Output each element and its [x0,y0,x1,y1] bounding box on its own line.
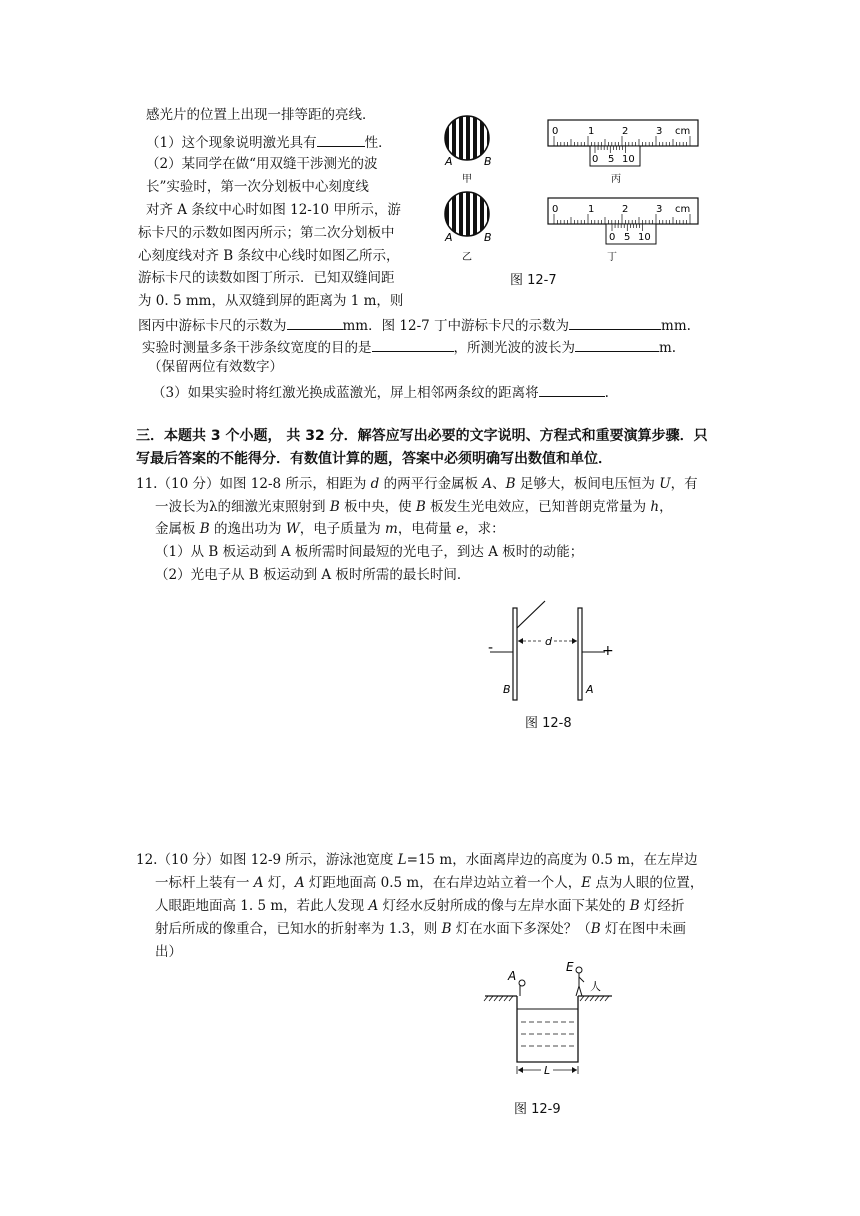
label-plate-b: B [503,683,511,696]
p11-score: （10 分） [157,476,220,492]
person-icon [576,967,584,996]
water-lines [521,1022,575,1046]
p10-line-7: 心刻度线对齐 B 条纹中心线时如图乙所示， [138,248,400,264]
bing-vernier-5: 5 [608,154,615,165]
label-a-yi: A [445,231,453,244]
label-bing: 丙 [611,174,621,185]
p12-line-1: 12.（10 分）如图 12-9 所示，游泳池宽度 L=15 m，水面离岸边的高度为 0.5 m，在左岸边 [136,852,698,868]
p10-mm-unit: mm. [661,318,691,334]
p10-m-unit: m. [659,340,677,356]
label-lamp-a: A [508,969,517,983]
p11-line-1: 11.（10 分）如图 12-8 所示，相距为 d 的两平行金属板 A、B 足够大，板间电压恒为 U，有 [136,476,698,492]
p10-line-9: 为 0. 5 mm，从双缝到屏的距离为 1 m，则 [138,293,404,309]
p10-q1-text: （1）这个现象说明激光具有 [146,135,317,151]
figure-12-7-caption: 图 12-7 [510,273,557,288]
label-person: 人 [590,980,601,993]
p10-line-6: 标卡尺的示数如图丙所示；第二次分划板中 [138,225,395,241]
p10-line-12: （保留两位有效数字） [148,359,283,375]
plus-sign: + [602,643,614,659]
p11-line-3: 金属板 B 的逸出功为 W，电子质量为 m，电荷量 e，求： [155,521,505,537]
p10-line-8: 游标卡尺的读数如图丁所示．已知双缝间距 [138,270,395,286]
p10-line-5: 对齐 A 条纹中心时如图 12-10 甲所示，游 [146,202,401,218]
figure-12-8-caption: 图 12-8 [525,716,572,731]
p10-line-3: （2）某同学在做“用双缝干涉测光的波 [146,156,378,172]
ding-tick-0: 0 [552,204,559,215]
p11-q2: （2）光电子从 B 板运动到 A 板时所需的最长时间． [155,567,471,583]
label-a-jia: A [445,155,453,168]
p10-line-1: 感光片的位置上出现一排等距的亮线． [146,107,376,123]
label-b-yi: B [484,231,492,244]
label-yi: 乙 [462,252,472,263]
p12-line-4: 射后所成的像重合，已知水的折射率为 1.3，则 B 灯在水面下多深处？（B 灯在图中未画 [155,921,686,937]
label-eye-e: E [566,960,574,974]
section-3-heading-line-1: 三．本题共 3 个小题， 共 32 分．解答应写出必要的文字说明、方程式和重要演算步骤．只 [136,428,708,444]
p12-line-3: 人眼距地面高 1. 5 m，若此人发现 A 灯经水反射所成的像与左岸水面下某处的 B 灯经折 [155,898,685,914]
bing-tick-1: 1 [588,126,595,137]
p11-number: 11. [136,476,158,492]
bing-tick-2: 2 [622,126,629,137]
lamp-a-icon [519,980,525,986]
label-b-jia: B [484,155,492,168]
p10-q3-tail: . [604,385,609,401]
p12-number: 12. [136,852,158,868]
section-3-heading-line-2: 写最后答案的不能得分．有数值计算的题，答案中必须明确写出数值和单位． [136,451,612,467]
ding-tick-2: 2 [622,204,629,215]
ding-vernier-10: 10 [638,232,651,243]
p10-line-4: 长”实验时，第一次分划板中心刻度线 [146,179,369,195]
bing-unit: cm [675,126,691,137]
p10-wavelength-text: ，所测光波的波长为 [453,340,575,356]
p12-score: （10 分） [157,852,220,868]
bing-vernier-0: 0 [592,154,599,165]
bing-vernier-10: 10 [622,154,635,165]
label-plate-a: A [586,683,594,696]
label-ding: 丁 [607,252,617,263]
p12-line-5: 出） [155,944,182,960]
ding-vernier-0: 0 [609,232,616,243]
ding-tick-3: 3 [656,204,663,215]
p12-line-2: 一标杆上装有一 A 灯，A 灯距地面高 0.5 m，在右岸边站立着一个人，E 点为人眼的位置， [155,875,704,891]
pool-outline [517,996,578,1062]
p10-ding-text: mm．图 12-7 丁中游标卡尺的示数为 [342,318,570,334]
p10-q3-text: （3）如果实验时将红激光换成蓝激光，屏上相邻两条纹的距离将 [152,385,539,401]
figure-12-9-caption: 图 12-9 [514,1102,561,1117]
ding-unit: cm [675,204,691,215]
minus-sign: - [488,640,494,656]
p11-line-2: 一波长为λ的细激光束照射到 B 板中央，使 B 板发生光电效应，已知普朗克常量为 h， [155,499,673,515]
p10-purpose-text: 实验时测量多条干涉条纹宽度的目的是 [142,340,372,356]
label-d: d [545,635,552,648]
ding-vernier-5: 5 [624,232,631,243]
label-jia: 甲 [462,174,472,185]
bing-tick-0: 0 [552,126,559,137]
p10-bing-text: 图丙中游标卡尺的示数为 [138,318,287,334]
bing-tick-3: 3 [656,126,663,137]
label-l: L [544,1064,551,1077]
p11-q1: （1）从 B 板运动到 A 板所需时间最短的光电子，到达 A 板时的动能； [155,544,584,560]
ding-tick-1: 1 [588,204,595,215]
p10-q1-tail: 性． [364,135,392,151]
